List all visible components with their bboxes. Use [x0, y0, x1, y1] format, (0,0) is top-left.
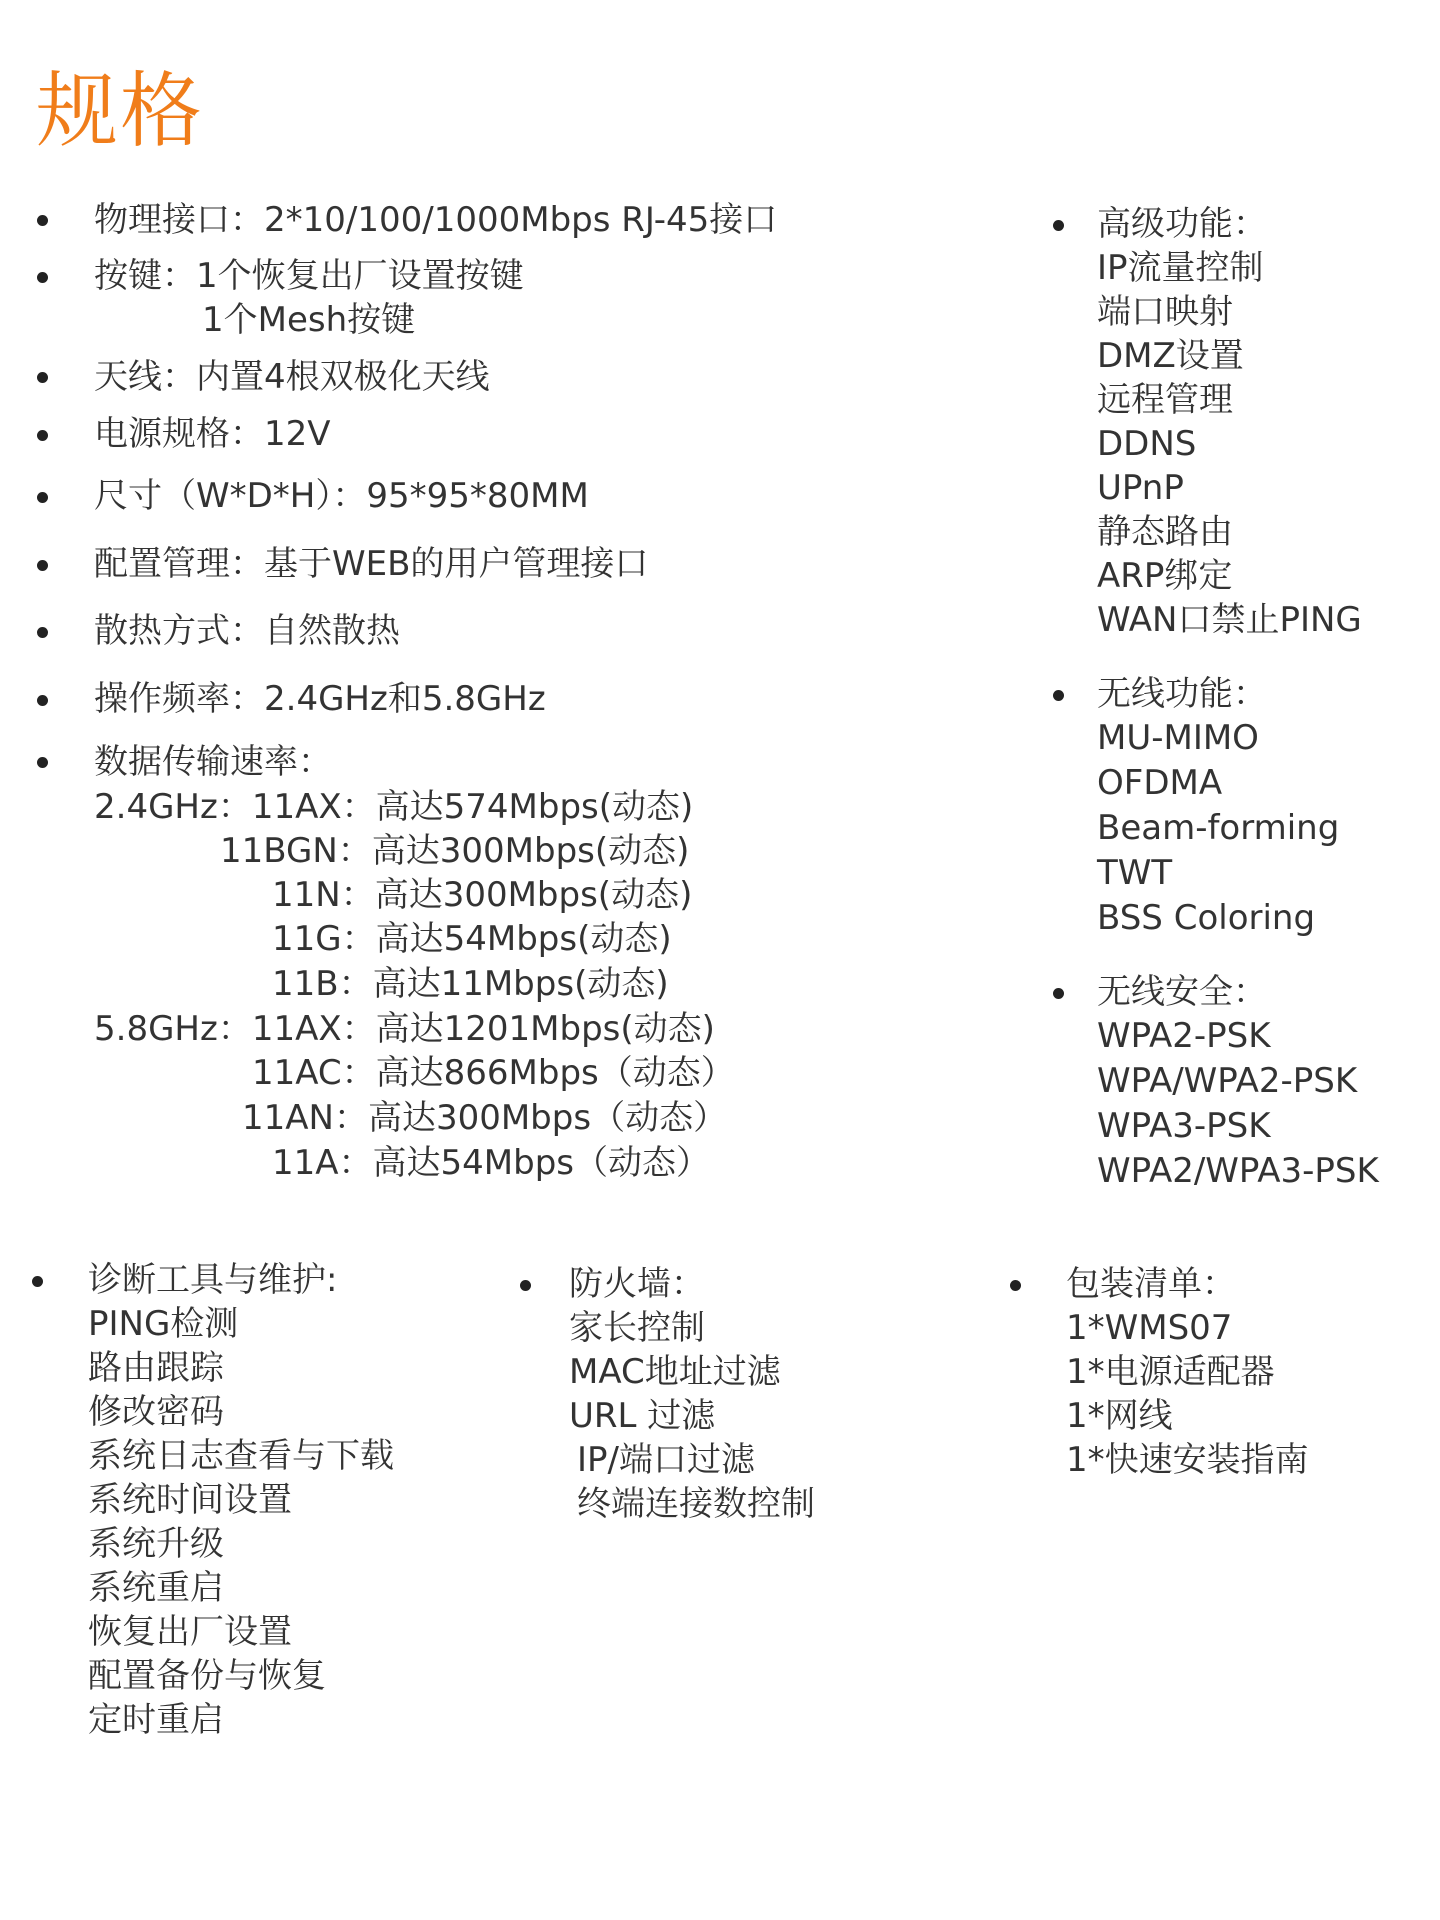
spec-frequency: 操作频率：2.4GHz和5.8GHz [94, 679, 546, 719]
spec-rate-58-ax: 5.8GHz：11AX：高达1201Mbps(动态) [94, 1009, 715, 1049]
bullet-icon [1010, 1280, 1021, 1291]
package-item: 1*快速安装指南 [1066, 1440, 1309, 1480]
bullet-icon [37, 272, 48, 283]
diagnostics-item: 系统重启 [88, 1568, 224, 1608]
wireless-item: OFDMA [1097, 763, 1223, 803]
diagnostics-item: 配置备份与恢复 [88, 1656, 326, 1696]
security-item: WPA3-PSK [1097, 1106, 1271, 1146]
bullet-icon [37, 215, 48, 226]
diagnostics-item: PING检测 [88, 1304, 239, 1344]
bullet-icon [520, 1280, 531, 1291]
bullet-icon [37, 695, 48, 706]
spec-rate-24-bgn: 11BGN：高达300Mbps(动态) [220, 831, 690, 871]
bullet-icon [37, 430, 48, 441]
wireless-item: BSS Coloring [1097, 898, 1316, 938]
advanced-item: 端口映射 [1097, 292, 1233, 332]
advanced-item: 静态路由 [1097, 512, 1233, 552]
spec-power: 电源规格：12V [94, 414, 331, 454]
spec-rate-24-g: 11G：高达54Mbps(动态) [272, 919, 672, 959]
package-item: 1*网线 [1066, 1396, 1173, 1436]
bullet-icon [37, 372, 48, 383]
firewall-item: 家长控制 [569, 1308, 705, 1348]
diagnostics-item: 系统日志查看与下载 [88, 1436, 394, 1476]
diagnostics-item: 恢复出厂设置 [88, 1612, 292, 1652]
security-item: WPA2-PSK [1097, 1016, 1271, 1056]
bullet-icon [1053, 220, 1064, 231]
spec-rate-24-ax: 2.4GHz：11AX：高达574Mbps(动态) [94, 787, 694, 827]
diagnostics-item: 系统升级 [88, 1524, 224, 1564]
security-item: WPA/WPA2-PSK [1097, 1061, 1358, 1101]
spec-rate-heading: 数据传输速率： [94, 742, 332, 782]
spec-cooling: 散热方式：自然散热 [94, 611, 400, 651]
advanced-item: DMZ设置 [1097, 336, 1244, 376]
bullet-icon [37, 757, 48, 768]
firewall-item: 终端连接数控制 [577, 1484, 815, 1524]
firewall-item: URL 过滤 [569, 1396, 716, 1436]
advanced-item: ARP绑定 [1097, 556, 1233, 596]
diagnostics-item: 定时重启 [88, 1700, 224, 1740]
wireless-heading: 无线功能： [1097, 674, 1267, 714]
spec-interface: 物理接口：2*10/100/1000Mbps RJ-45接口 [94, 200, 778, 240]
bullet-icon [37, 627, 48, 638]
bullet-icon [1053, 690, 1064, 701]
diagnostics-heading: 诊断工具与维护: [88, 1260, 338, 1300]
bullet-icon [32, 1276, 43, 1287]
advanced-item: 远程管理 [1097, 380, 1233, 420]
spec-rate-58-an: 11AN：高达300Mbps（动态） [242, 1098, 728, 1138]
firewall-item: MAC地址过滤 [569, 1352, 781, 1392]
advanced-item: IP流量控制 [1097, 248, 1264, 288]
spec-rate-24-b: 11B：高达11Mbps(动态) [272, 964, 669, 1004]
advanced-heading: 高级功能： [1097, 204, 1267, 244]
spec-rate-24-n: 11N：高达300Mbps(动态) [272, 875, 693, 915]
security-item: WPA2/WPA3-PSK [1097, 1151, 1379, 1191]
wireless-item: Beam-forming [1097, 808, 1340, 848]
firewall-heading: 防火墙： [569, 1264, 705, 1304]
security-heading: 无线安全： [1097, 972, 1267, 1012]
spec-buttons-2: 1个Mesh按键 [202, 300, 416, 340]
spec-buttons: 按键：1个恢复出厂设置按键 [94, 256, 524, 296]
spec-antenna: 天线：内置4根双极化天线 [94, 357, 490, 397]
bullet-icon [37, 560, 48, 571]
wireless-item: MU-MIMO [1097, 718, 1259, 758]
package-item: 1*电源适配器 [1066, 1352, 1275, 1392]
advanced-item: UPnP [1097, 468, 1184, 508]
diagnostics-item: 路由跟踪 [88, 1348, 224, 1388]
spec-rate-58-ac: 11AC：高达866Mbps（动态） [252, 1053, 735, 1093]
package-heading: 包装清单： [1066, 1264, 1236, 1304]
diagnostics-item: 修改密码 [88, 1392, 224, 1432]
bullet-icon [1053, 988, 1064, 999]
spec-rate-58-a: 11A：高达54Mbps（动态） [272, 1143, 710, 1183]
spec-size: 尺寸（W*D*H）：95*95*80MM [94, 476, 589, 516]
bullet-icon [37, 492, 48, 503]
firewall-item: IP/端口过滤 [577, 1440, 755, 1480]
diagnostics-item: 系统时间设置 [88, 1480, 292, 1520]
advanced-item: DDNS [1097, 424, 1197, 464]
advanced-item: WAN口禁止PING [1097, 600, 1362, 640]
spec-management: 配置管理：基于WEB的用户管理接口 [94, 544, 649, 584]
wireless-item: TWT [1097, 853, 1173, 893]
package-item: 1*WMS07 [1066, 1308, 1233, 1348]
page-title: 规格 [36, 64, 205, 159]
